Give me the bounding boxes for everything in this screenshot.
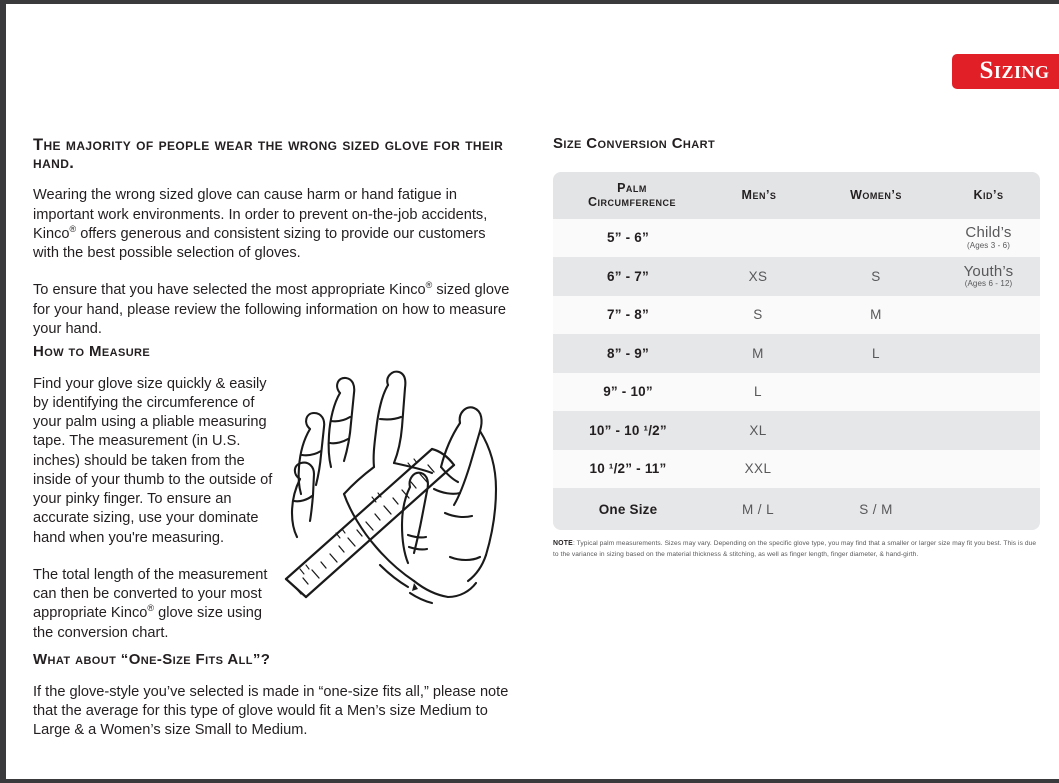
column-header-palm-circumference: [553, 172, 703, 219]
measure-paragraph-2-part-b: glove size using the conversion chart.: [33, 605, 262, 641]
intro-paragraph-1: [33, 186, 511, 263]
cell-palm: 10 ¹/2” - 11”: [589, 461, 667, 477]
sizing-banner-label: Sizing: [979, 57, 1050, 84]
cell-womens: [815, 373, 937, 412]
cell-mens: M: [752, 345, 764, 361]
table-note: [553, 539, 1040, 560]
cell-kids: [937, 296, 1040, 335]
measure-paragraph-1: Find your glove size quickly & easily by identifying the circumference of your palm using a pliable measuring tape. The measurement (in U.S. inches) should be taken from the inside of your thumb to the outside of your pinky finger. To ensure an accurate sizing, use your dominate hand when you're measuring.: [33, 375, 273, 546]
size-conversion-chart-title: Size Conversion Chart: [553, 135, 716, 152]
column-header-kids: Kid’s: [973, 187, 1004, 202]
table-row: [553, 488, 1040, 530]
hand-with-measuring-tape-illustration: [284, 361, 530, 609]
cell-mens: M / L: [741, 501, 774, 517]
registered-mark-1: ®: [69, 223, 77, 234]
one-size-paragraph: If the glove-style you’ve selected is made in “one-size fits all,” please note that the average for this type of glove would fit a Men’s size Medium to Large & a Women’s size Small to Medium.: [33, 683, 509, 738]
cell-kids-label: Child’s: [965, 224, 1012, 242]
table-header-row: [553, 172, 1040, 219]
cell-kids: [937, 373, 1040, 412]
cell-mens: XXL: [744, 461, 772, 477]
cell-womens: [815, 219, 937, 258]
column-header-palm-line2: Circumference: [587, 195, 677, 209]
intro-paragraph-2: [33, 281, 511, 339]
cell-palm: 10” - 10 ¹/2”: [589, 422, 667, 438]
table-note-text: : Typical palm measurements. Sizes may vary. Depending on the specific glove type, you may find that a smaller or larger size may fit you best. This is due to the variance in sizing based on the material thickness & stitching, as well as finger length, finger diameter, & hand-girth.: [553, 540, 1037, 558]
page-content: [6, 4, 1059, 779]
cell-mens: [703, 219, 815, 258]
size-conversion-table: [553, 172, 1040, 531]
intro-paragraph-1-part-b: offers generous and consistent sizing to provide our customers with the best possible selection of gloves.: [33, 225, 486, 262]
table-header: [553, 172, 1040, 219]
measure-paragraph-2: [33, 566, 283, 643]
table-body: [553, 219, 1040, 531]
one-size-fits-all-section: [33, 652, 533, 758]
one-size-heading: What about “One-Size Fits All”?: [33, 651, 271, 668]
table-row: [553, 450, 1040, 489]
column-header-mens: Men’s: [741, 187, 777, 202]
cell-womens: [815, 450, 937, 489]
intro-paragraph-2-part-b: sized glove for your hand, please review the following information on how to measure your hand.: [33, 282, 510, 337]
cell-kids-label: Youth’s: [963, 262, 1014, 280]
cell-kids: [937, 488, 1040, 530]
column-header-palm-line1: Palm: [617, 180, 647, 195]
intro-paragraph-1-part-a: Wearing the wrong sized glove can cause harm or hand fatigue in important work environments. In order to prevent on-the-job accidents, Kinco: [33, 187, 488, 242]
cell-palm: 6” - 7”: [607, 268, 649, 284]
cell-kids: [937, 411, 1040, 450]
table-row: [553, 219, 1040, 258]
cell-kids: [937, 219, 1040, 258]
cell-palm: 8” - 9”: [607, 345, 649, 361]
table-row: [553, 296, 1040, 335]
cell-palm: 9” - 10”: [603, 384, 653, 400]
cell-womens: M: [870, 307, 882, 323]
sizing-banner: [952, 54, 1059, 89]
cell-womens: S / M: [859, 501, 893, 517]
how-to-measure-heading: How to Measure: [33, 343, 151, 360]
cell-kids-ages: (Ages 3 - 6): [967, 240, 1010, 250]
cell-kids: [937, 334, 1040, 373]
page-headline: The majority of people wear the wrong sized glove for their hand.: [33, 136, 504, 173]
registered-mark-2: ®: [425, 280, 433, 291]
table-row: [553, 373, 1040, 412]
table-row: [553, 257, 1040, 296]
cell-mens: L: [754, 384, 762, 400]
cell-palm: One Size: [598, 501, 658, 517]
cell-womens: S: [871, 268, 881, 284]
cell-mens: XS: [748, 268, 768, 284]
measure-paragraph-2-part-a: The total length of the measurement can then be converted to your most appropriate Kinco: [33, 566, 268, 622]
cell-womens: [815, 411, 937, 450]
table-note-label: NOTE: [553, 540, 573, 547]
table-row: [553, 411, 1040, 450]
cell-kids-ages: (Ages 6 - 12): [964, 279, 1013, 289]
cell-kids: [937, 450, 1040, 489]
table-row: [553, 334, 1040, 373]
left-column: [33, 136, 528, 357]
cell-womens: L: [872, 345, 880, 361]
cell-kids: [937, 257, 1040, 296]
how-to-measure-text: [33, 375, 285, 643]
intro-paragraph-2-part-a: To ensure that you have selected the most appropriate Kinco: [33, 282, 426, 299]
column-header-womens: Women’s: [850, 187, 902, 202]
cell-mens: XL: [749, 422, 767, 438]
cell-palm: 7” - 8”: [607, 307, 649, 323]
registered-mark-3: ®: [147, 603, 155, 614]
size-conversion-section: [553, 136, 1040, 560]
cell-palm: 5” - 6”: [607, 230, 649, 246]
cell-mens: S: [753, 307, 763, 323]
